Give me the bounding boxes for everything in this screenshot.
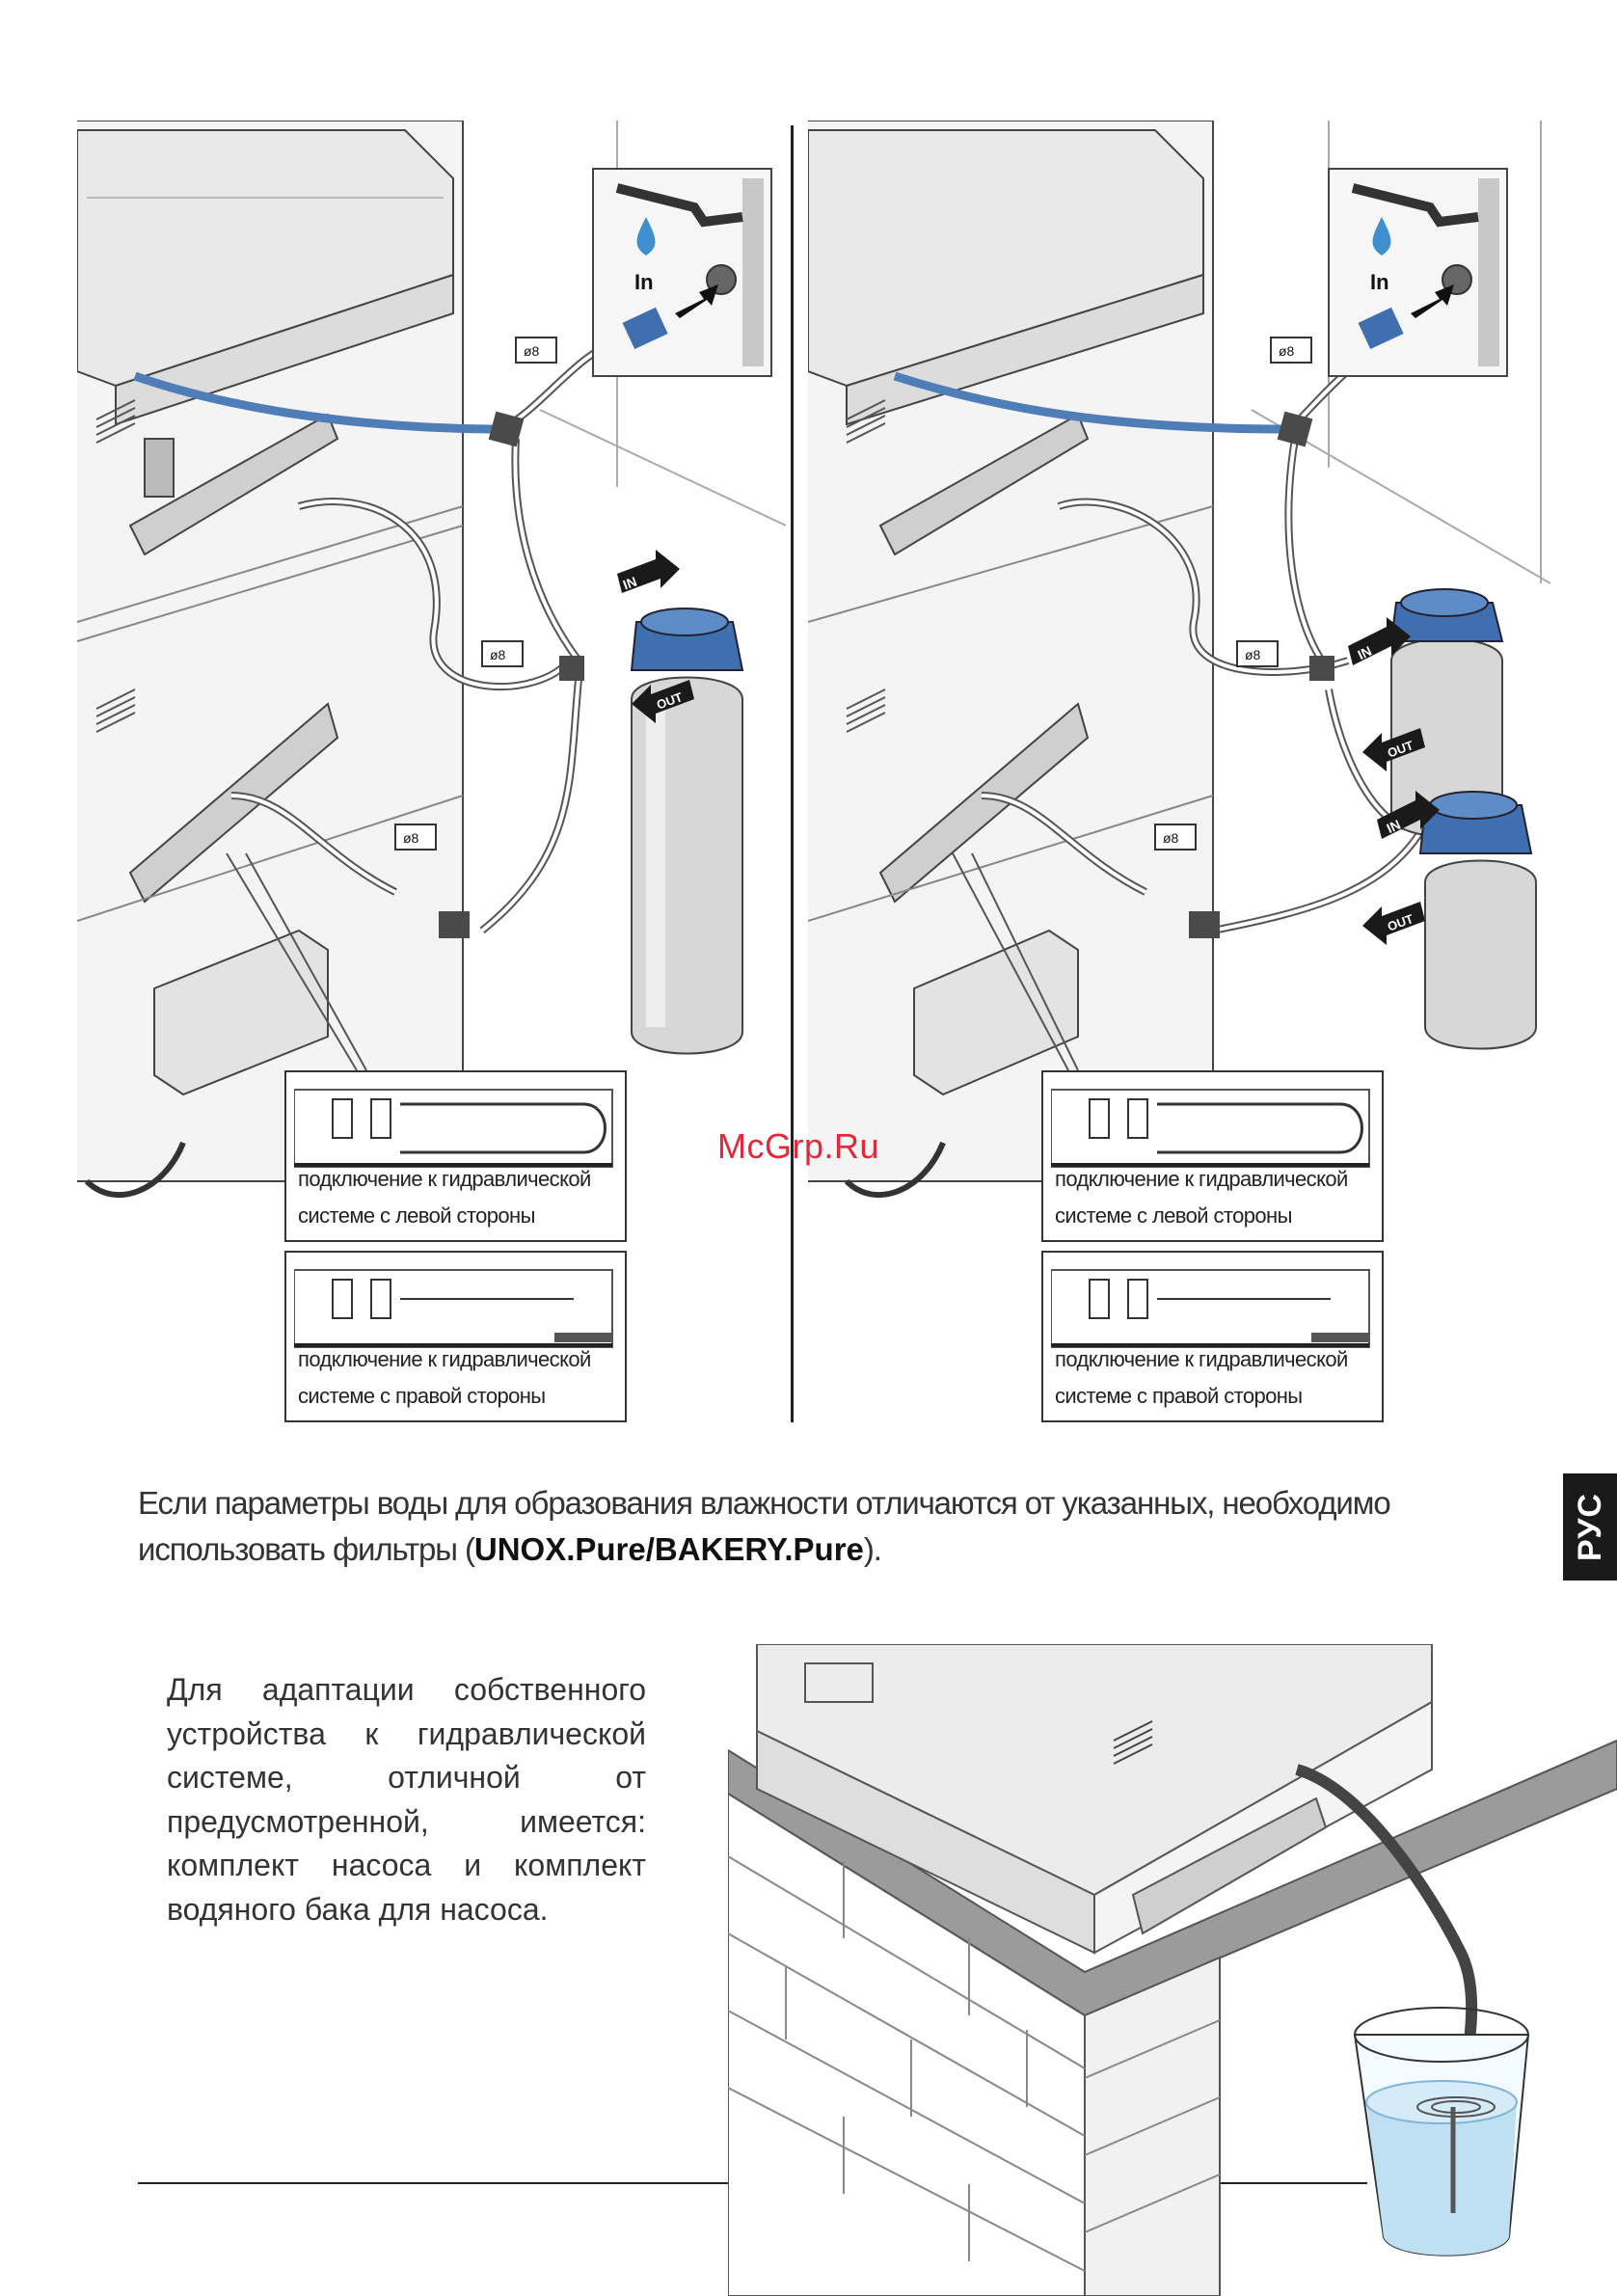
figure-divider: [791, 125, 794, 1422]
filter1-out-label: OUT: [1385, 738, 1415, 761]
water-tap-inset-right: [1329, 169, 1507, 376]
filter2-out-label: OUT: [1385, 911, 1415, 934]
caption-left-side-box-1: [284, 1070, 627, 1242]
inlet-label: In: [634, 270, 654, 294]
caption-line: подключение к гидравлической: [1055, 1167, 1348, 1191]
right-installation-illustration: [808, 121, 1550, 1210]
water-filter-cartridge: [617, 550, 742, 1054]
filter-out-label: OUT: [654, 689, 685, 713]
caption-line: системе с левой стороны: [298, 1203, 535, 1228]
water-tap-inset-left: [593, 169, 771, 376]
filter-in-label: IN: [620, 573, 639, 593]
filter-requirement-paragraph: [138, 1480, 1507, 1573]
diameter-label: ø8: [1245, 647, 1261, 662]
language-tab: [1563, 1473, 1617, 1580]
caption-line: подключение к гидравлической: [298, 1167, 591, 1191]
filter2-in-label: IN: [1384, 816, 1403, 837]
caption-line: системе с левой стороны: [1055, 1203, 1292, 1228]
watermark: McGrp.Ru: [717, 1126, 880, 1166]
left-installation-illustration: [77, 121, 786, 1210]
caption-line: подключение к гидравлической: [1055, 1347, 1348, 1371]
diameter-label: ø8: [490, 647, 506, 662]
caption-right-side-box-1: [284, 1251, 627, 1422]
caption-line: системе с правой стороны: [1055, 1384, 1303, 1408]
connection-detail-icon: [1051, 1260, 1374, 1352]
connection-detail-icon: [294, 1080, 617, 1172]
caption-right-side-box-2: [1041, 1251, 1384, 1422]
water-bucket: [1355, 2008, 1528, 2255]
inlet-label: In: [1370, 270, 1389, 294]
language-tab-label: РУС: [1571, 1493, 1608, 1561]
caption-line: системе с правой стороны: [298, 1384, 546, 1408]
water-filter-cartridge-lower: [1362, 791, 1536, 1049]
caption-left-side-box-2: [1041, 1070, 1384, 1242]
caption-line: подключение к гидравлической: [298, 1347, 591, 1371]
diameter-label: ø8: [1163, 830, 1179, 846]
filter-product-names: UNOX.Pure/BAKERY.Pure: [473, 1531, 864, 1567]
paragraph-text-end: ).: [863, 1531, 881, 1567]
diameter-label: ø8: [403, 830, 419, 846]
pump-bucket-illustration: [728, 1644, 1617, 2296]
diameter-label: ø8: [1279, 343, 1295, 359]
filter1-in-label: IN: [1355, 642, 1374, 663]
paragraph-text: Если параметры воды для образования влажности отличаются от указанных, необходимо использовать фильтры (: [138, 1485, 1390, 1567]
connection-detail-icon: [1051, 1080, 1374, 1172]
pump-kit-paragraph: Для адаптации собственного устройства к гидравлической системе, отличной от предусмотренной, имеется: комплект насоса и комплект водяного бака для насоса.: [167, 1672, 646, 1927]
diameter-label: ø8: [524, 343, 540, 359]
connection-detail-icon: [294, 1260, 617, 1352]
